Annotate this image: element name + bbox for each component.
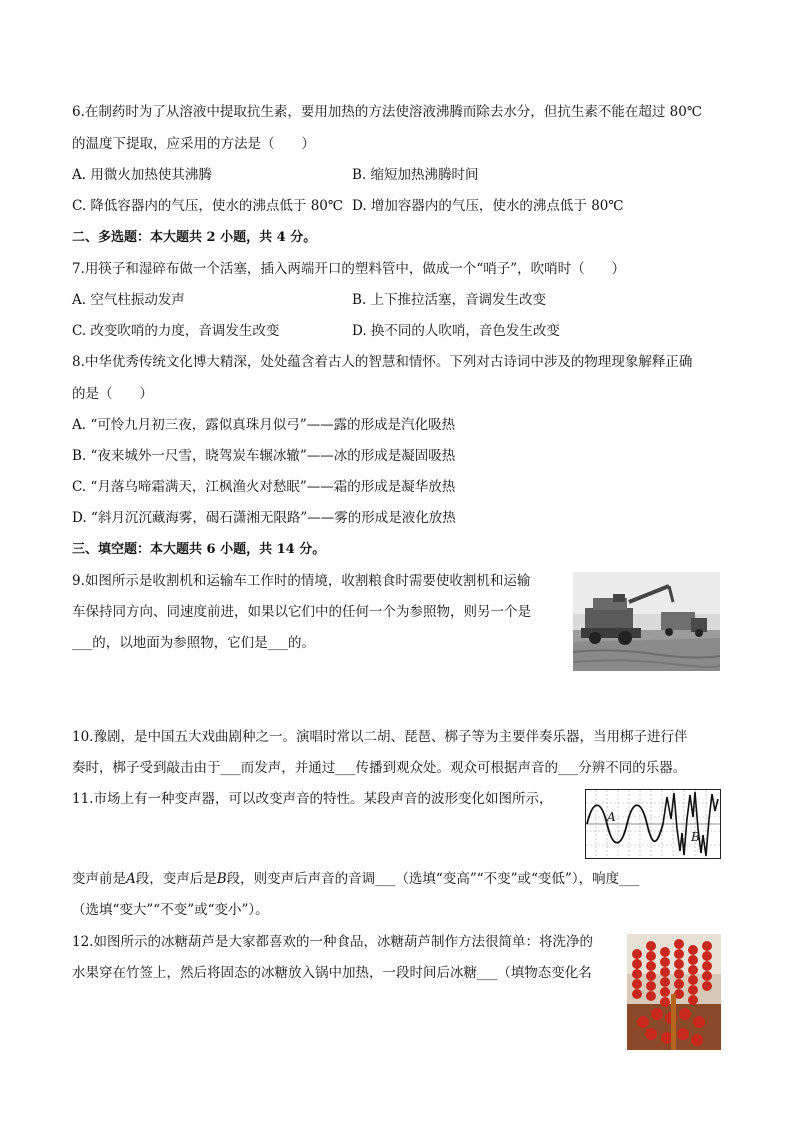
- q6-option-d: D. 增加容器内的气压，使水的沸点低于 80℃: [352, 198, 624, 214]
- q6-stem-line1: 6.在制药时为了从溶液中提取抗生素，要用加热的方法使溶液沸腾而除去水分，但抗生素不能在超过 80℃: [72, 104, 702, 120]
- q6-option-b: B. 缩短加热沸腾时间: [352, 167, 479, 183]
- q9-stem-line1: 9.如图所示是收割机和运输车工作时的情境，收割粮食时需要使收割机和运输: [72, 573, 531, 589]
- q7-stem: 7.用筷子和湿碎布做一个活塞，插入两端开口的塑料管中，做成一个“哨子”，吹哨时（ ）: [72, 261, 626, 277]
- q8-option-b: B. “夜来城外一尺雪，晓驾炭车辗冰辙”——冰的形成是凝固吸热: [72, 448, 456, 464]
- q11-stem-line2: [72, 869, 639, 889]
- q11-line2-part2: 段，变声后是: [135, 871, 217, 887]
- q11-stem-line3: （选填“变大”“不变”或“变小”）。: [72, 902, 269, 918]
- q7-option-a: A. 空气柱振动发声: [72, 292, 185, 308]
- q11-var-a: A: [126, 871, 136, 887]
- q11-line2-part3: 段，则变声后声音的音调___（选填“变高”“不变”或“变低”），响度___: [226, 871, 640, 887]
- q11-line2-part1: 变声前是: [72, 871, 126, 887]
- q6-stem-line2: 的温度下提取，应采用的方法是（ ）: [72, 136, 315, 152]
- section-heading-multiple-choice: 二、多选题：本大题共 2 小题，共 4 分。: [72, 230, 317, 245]
- q9-stem-line2: 车保持同方向、同速度前进，如果以它们中的任何一个为参照物，则另一个是: [72, 604, 531, 620]
- waveform-figure: [585, 789, 721, 859]
- q11-var-b: B: [216, 871, 227, 887]
- q7-option-d: D. 换不同的人吹哨，音色发生改变: [352, 323, 560, 339]
- q8-option-d: D. “斜月沉沉藏海雾，碣石潇湘无限路”——雾的形成是液化放热: [72, 510, 456, 526]
- q8-stem-line2: 的是（ ）: [72, 386, 153, 402]
- q10-stem-line2: 奏时，梆子受到敲击由于___而发声，并通过___传播到观众处。观众可根据声音的___分辨不同的乐器。: [72, 760, 687, 776]
- q10-stem-line1: 10.豫剧，是中国五大戏曲剧种之一。演唱时常以二胡、琵琶、梆子等为主要伴奏乐器，当用梆子进行伴: [72, 729, 688, 745]
- waveform-label-b: B: [691, 830, 700, 844]
- q9-stem-line3: ___的，以地面为参照物，它们是___的。: [72, 635, 315, 651]
- q7-option-c: C. 改变吹哨的力度，音调发生改变: [72, 323, 280, 339]
- section-heading-fill-in: 三、填空题：本大题共 6 小题，共 14 分。: [72, 542, 326, 557]
- q12-stem-line1: 12.如图所示的冰糖葫芦是大家都喜欢的一种食品，冰糖葫芦制作方法很简单：将洗净的: [72, 934, 593, 950]
- harvester-photo: [573, 572, 720, 671]
- q11-stem-line1: 11.市场上有一种变声器，可以改变声音的特性。某段声音的波形变化如图所示，: [72, 791, 553, 807]
- q8-option-c: C. “月落乌啼霜满天，江枫渔火对愁眠”——霜的形成是凝华放热: [72, 479, 456, 495]
- candied-haws-photo: [627, 934, 721, 1050]
- q6-option-a: A. 用微火加热使其沸腾: [72, 167, 212, 183]
- q12-stem-line2: 水果穿在竹签上，然后将固态的冰糖放入锅中加热，一段时间后冰糖___（填物态变化名: [72, 965, 592, 981]
- q6-option-c: C. 降低容器内的气压，使水的沸点低于 80℃: [72, 198, 344, 214]
- q7-option-b: B. 上下推拉活塞，音调发生改变: [352, 292, 547, 308]
- q8-stem-line1: 8.中华优秀传统文化博大精深，处处蕴含着古人的智慧和情怀。下列对古诗词中涉及的物理现象解释正确: [72, 354, 693, 370]
- waveform-label-a: A: [607, 810, 616, 824]
- q8-option-a: A. “可怜九月初三夜，露似真珠月似弓”——露的形成是汽化吸热: [72, 417, 456, 433]
